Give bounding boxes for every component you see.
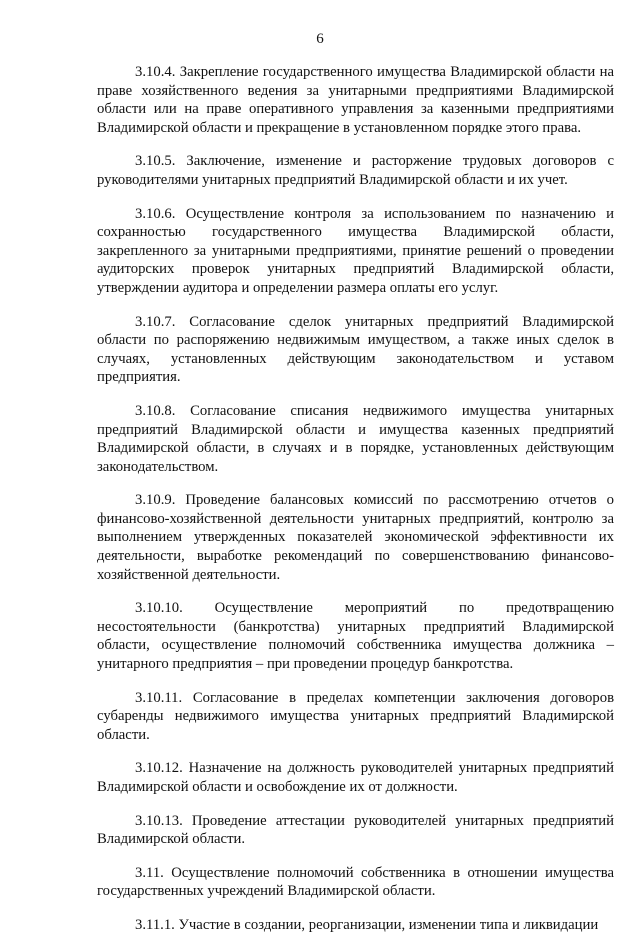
paragraph-3-10-13: 3.10.13. Проведение аттестации руководителей унитарных предприятий Владимирской области. [97, 812, 614, 848]
paragraph-3-10-5: 3.10.5. Заключение, изменение и расторжение трудовых договоров с руководителями унитарных предприятий Владимирской области и их учет. [97, 153, 614, 188]
document-body [97, 63, 614, 950]
paragraph-3-10-4: 3.10.4. Закрепление государственного имущества Владимирской области на праве хозяйственного ведения за унитарными предприятиями Владимирской области или на праве оперативного управления за казенными предприятиями Владимирской области и прекращение в установленном порядке этого права. [97, 64, 614, 136]
paragraph-3-10-6: 3.10.6. Осуществление контроля за использованием по назначению и сохранностью государственного имущества Владимирской области, закрепленного за унитарными предприятиями, принятие решений о проведении аудиторских проверок унитарных предприятий Владимирской области, утверждении аудитора и определении размера оплаты его услуг. [97, 205, 614, 296]
paragraph-3-10-10: 3.10.10. Осуществление мероприятий по предотвращению несостоятельности (банкротства) унитарных предприятий Владимирской области, осуществление полномочий собственника имущества должника – унитарного предприятия – при проведении процедур банкротства. [97, 600, 614, 673]
paragraph-3-10-11: 3.10.11. Согласование в пределах компетенции заключения договоров субаренды недвижимого имущества унитарных предприятий Владимирской области. [97, 689, 614, 743]
paragraph-3-11-1: 3.11.1. Участие в создании, реорганизации, изменении типа и ликвидации [135, 916, 599, 933]
paragraph-3-11: 3.11. Осуществление полномочий собственника в отношении имущества государственных учреждений Владимирской области. [97, 864, 614, 900]
paragraph-3-10-8: 3.10.8. Согласование списания недвижимого имущества унитарных предприятий Владимирской области и имущества казенных предприятий Владимирской области, в случаях и в порядке, установленных действующим законодательством. [97, 402, 614, 475]
page-number: 6 [316, 31, 324, 47]
paragraph-3-10-12: 3.10.12. Назначение на должность руководителей унитарных предприятий Владимирской области и освобождение их от должности. [97, 760, 614, 795]
paragraph-3-10-7: 3.10.7. Согласование сделок унитарных предприятий Владимирской области по распоряжению недвижимым имуществом, а также иных сделок в случаях, установленных действующим законодательством и уставом предприятия. [97, 313, 614, 386]
paragraph-3-10-9: 3.10.9. Проведение балансовых комиссий по рассмотрению отчетов о финансово-хозяйственной деятельности унитарных предприятий, контролю за выполнением утвержденных показателей экономической эффективности их деятельности, выработке рекомендаций по совершенствованию финансово-хозяйственной деятельности. [97, 492, 614, 583]
